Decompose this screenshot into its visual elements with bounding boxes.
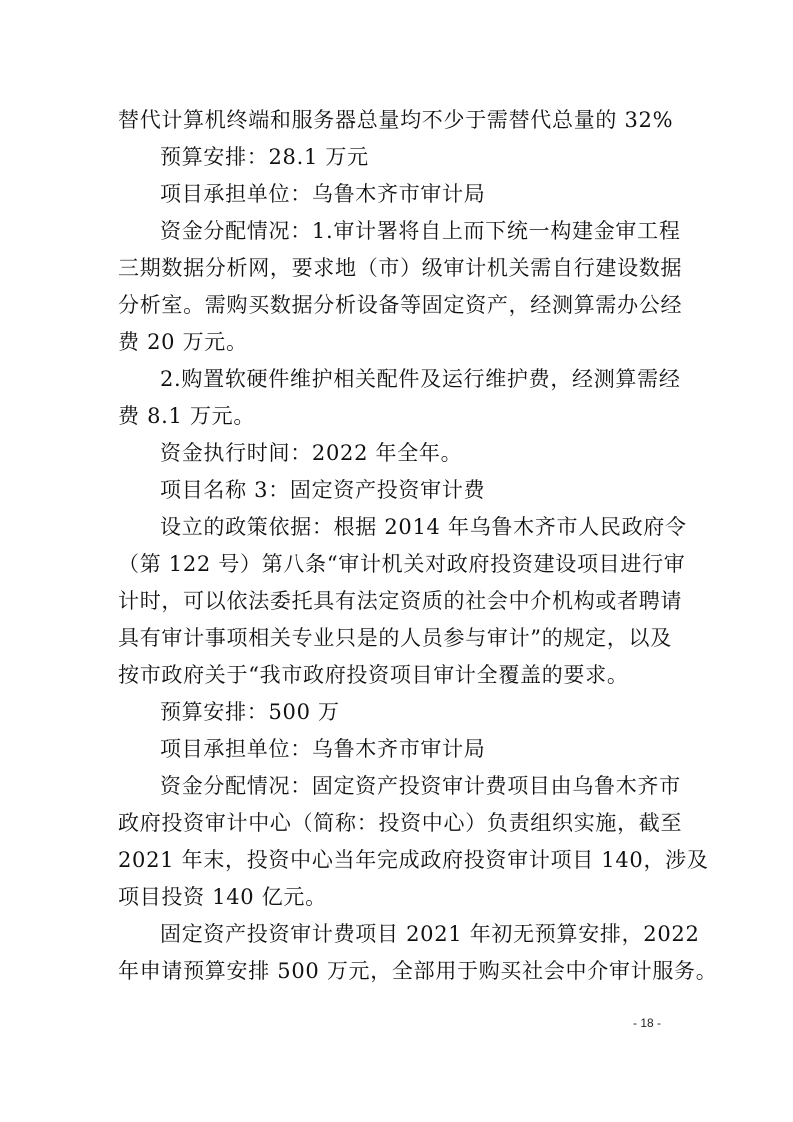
body-text-line: 费 8.1 万元。	[118, 404, 256, 428]
body-text-line: 具有审计事项相关专业只是的人员参与审计”的规定，以及	[118, 626, 672, 650]
body-text-line: 2021 年末，投资中心当年完成政府投资审计项目 140，涉及	[118, 848, 709, 872]
body-text-line: 项目投资 140 亿元。	[118, 885, 327, 909]
body-text-line: 计时，可以依法委托具有法定资质的社会中介机构或者聘请	[118, 589, 683, 613]
body-text-line: 项目承担单位：乌鲁木齐市审计局	[160, 182, 486, 206]
body-text-line: 费 20 万元。	[118, 330, 248, 354]
body-text-line: （第 122 号）第八条“审计机关对政府投资建设项目进行审	[118, 552, 686, 576]
body-text-line: 固定资产投资审计费项目 2021 年初无预算安排，2022	[160, 922, 700, 946]
body-text-line: 项目承担单位：乌鲁木齐市审计局	[160, 737, 486, 761]
body-text-line: 资金执行时间：2022 年全年。	[160, 441, 463, 465]
body-text-line: 资金分配情况：1.审计署将自上而下统一构建金审工程	[160, 219, 681, 243]
body-text-line: 预算安排：28.1 万元	[160, 145, 369, 169]
body-text-line: 政府投资审计中心（简称：投资中心）负责组织实施，截至	[118, 811, 683, 835]
body-text-line: 2.购置软硬件维护相关配件及运行维护费，经测算需经	[160, 367, 681, 391]
section-heading: 项目名称 3：固定资产投资审计费	[160, 478, 486, 502]
body-text-line: 资金分配情况：固定资产投资审计费项目由乌鲁木齐市	[160, 774, 681, 798]
body-text-line: 年申请预算安排 500 万元，全部用于购买社会中介审计服务。	[118, 959, 718, 983]
body-text-line: 分析室。需购买数据分析设备等固定资产，经测算需办公经	[118, 293, 683, 317]
page-number: - 18 -	[633, 1016, 662, 1030]
body-text-line: 替代计算机终端和服务器总量均不少于需替代总量的 32%	[118, 108, 674, 132]
body-text-line: 按市政府关于“我市政府投资项目审计全覆盖的要求。	[118, 663, 629, 687]
body-text-line: 设立的政策依据：根据 2014 年乌鲁木齐市人民政府令	[160, 515, 687, 539]
body-text-line: 三期数据分析网，要求地（市）级审计机关需自行建设数据	[118, 256, 683, 280]
body-text-line: 预算安排：500 万	[160, 700, 340, 724]
